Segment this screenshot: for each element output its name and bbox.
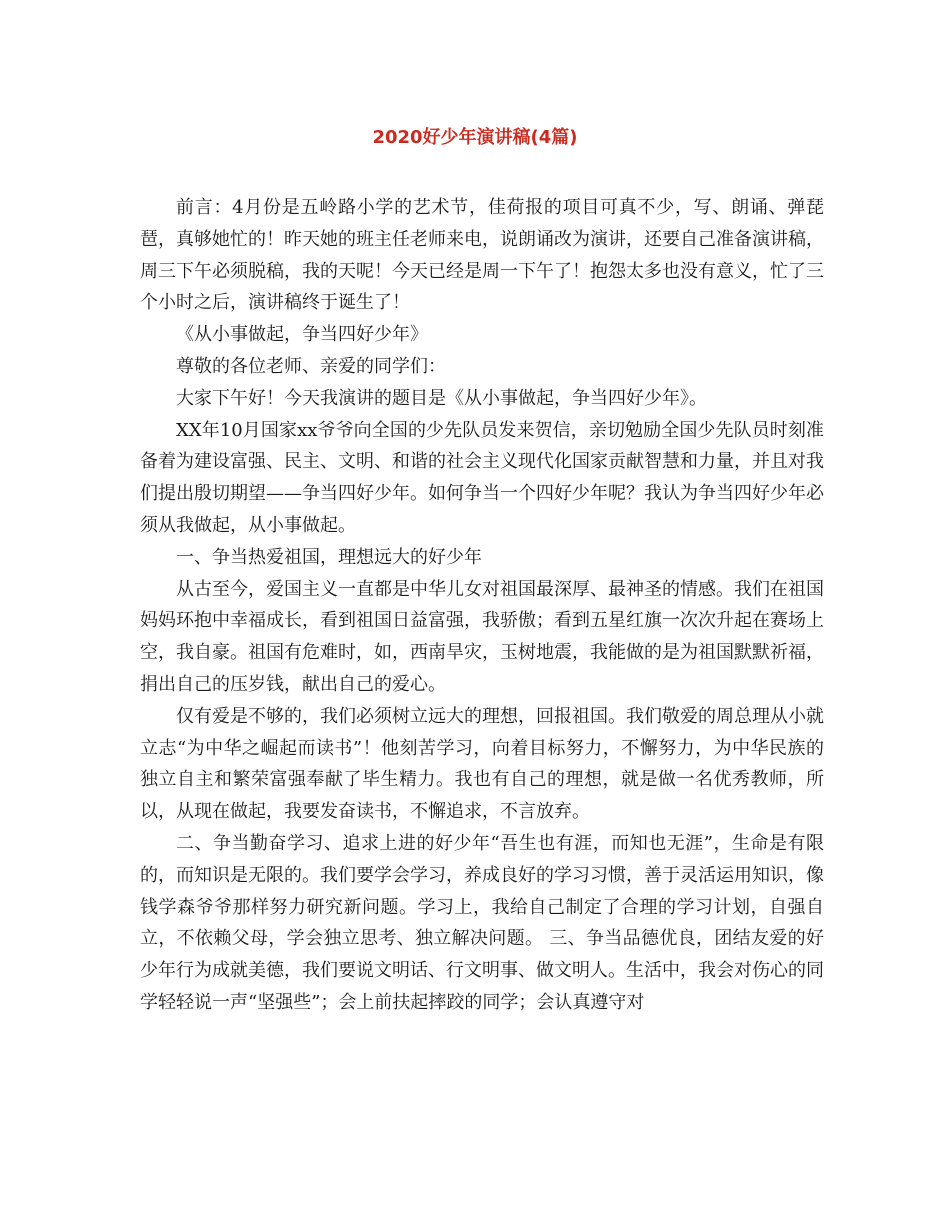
paragraph-ideals: 仅有爱是不够的，我们必须树立远大的理想，回报祖国。我们敬爱的周总理从小就立志“为中华之崛起而读书”！他刻苦学习，向着目标努力，不懈努力，为中华民族的独立自主和繁荣富强奉献了毕生精力。我也有自己的理想，就是做一名优秀教师，所以，从现在做起，我要发奋读书，不懈追求，不言放弃。	[140, 705, 824, 823]
paragraph-speech-title: 《从小事做起，争当四好少年》	[176, 324, 428, 346]
document-body	[140, 192, 824, 1019]
document-title: 2020好少年演讲稿(4篇)	[372, 127, 578, 148]
paragraph-section-one-heading: 一、争当热爱祖国，理想远大的好少年	[176, 546, 482, 568]
paragraph-greeting: 大家下午好！今天我演讲的题目是《从小事做起，争当四好少年》。	[176, 387, 707, 409]
paragraph-patriotism: 从古至今，爱国主义一直都是中华儿女对祖国最深厚、最神圣的情感。我们在祖国妈妈环抱中幸福成长，看到祖国日益富强，我骄傲；看到五星红旗一次次升起在赛场上空，我自豪。祖国有危难时，如，西南旱灾，玉树地震，我能做的是为祖国默默祈福，捐出自己的压岁钱，献出自己的爱心。	[140, 578, 824, 695]
paragraph-study-and-virtue: 二、争当勤奋学习、追求上进的好少年“吾生也有涯，而知也无涯”，生命是有限的，而知识是无限的。我们要学会学习，养成良好的学习习惯，善于灵活运用知识，像钱学森爷爷那样努力研究新问题。学习上，我给自己制定了合理的学习计划，自强自立，不依赖父母，学会独立思考、独立解决问题。 三、争当品德优良，团结友爱的好少年行为成就美德，我们要说文明话、行文明事、做文明人。生活中，我会对伤心的同学轻轻说一声“坚强些”；会上前扶起摔跤的同学；会认真遵守对	[140, 832, 824, 1013]
paragraph-introduction: XX年10月国家xx爷爷向全国的少先队员发来贺信，亲切勉励全国少先队员时刻准备着为建设富强、民主、文明、和谐的社会主义现代化国家贡献智慧和力量，并且对我们提出殷切期望——争当四好少年。如何争当一个四好少年呢？我认为争当四好少年必须从我做起，从小事做起。	[140, 419, 824, 536]
paragraph-salutation: 尊敬的各位老师、亲爱的同学们：	[176, 355, 446, 377]
paragraph-preface: 前言：4月份是五岭路小学的艺术节，佳荷报的项目可真不少，写、朗诵、弹琵琶，真够她忙的！昨天她的班主任老师来电，说朗诵改为演讲，还要自己准备演讲稿，周三下午必须脱稿，我的天呢！今天已经是周一下午了！抱怨太多也没有意义，忙了三个小时之后，演讲稿终于诞生了！	[140, 197, 824, 314]
